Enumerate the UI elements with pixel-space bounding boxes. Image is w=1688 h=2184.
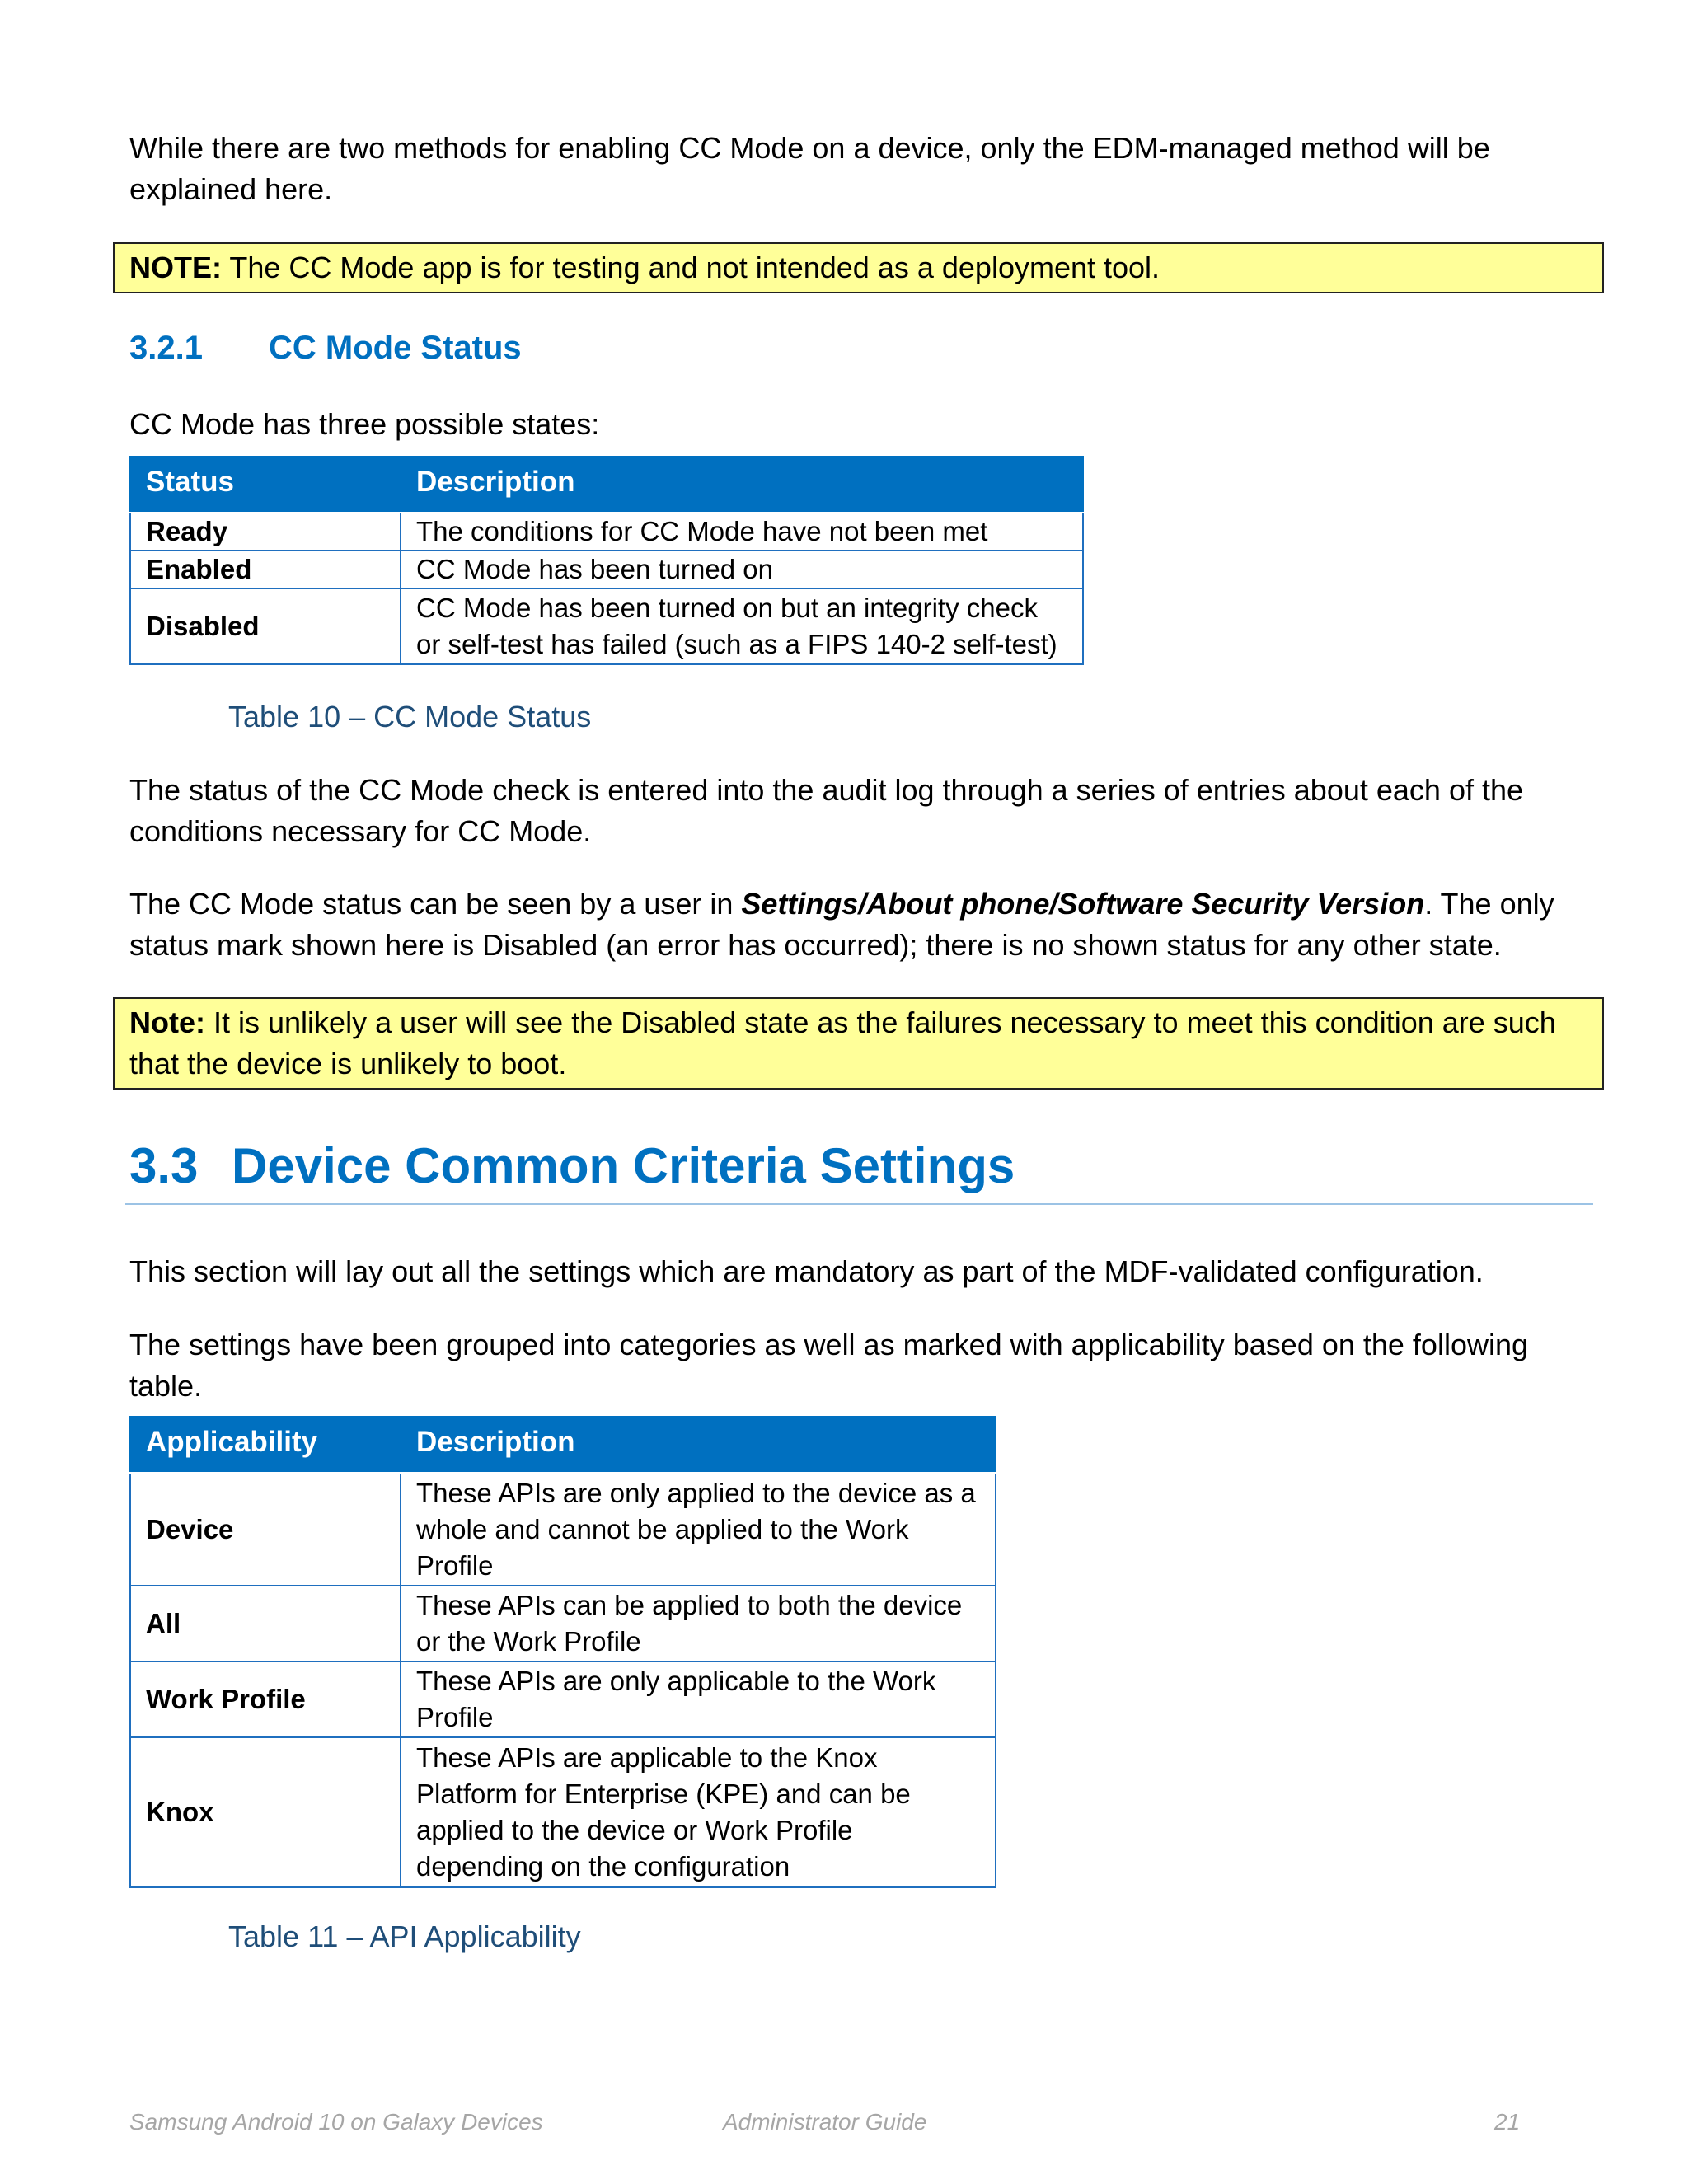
table-row (130, 551, 1083, 588)
note-text: The CC Mode app is for testing and not intended as a deployment tool. (222, 251, 1160, 284)
description-cell: These APIs are only applied to the device as a whole and cannot be applied to the Work Profile (401, 1473, 996, 1586)
applicability-cell: Work Profile (130, 1661, 401, 1737)
description-cell: These APIs are only applicable to the Work Profile (401, 1661, 996, 1737)
table-row (130, 1737, 996, 1887)
footer-page-number: 21 (1494, 2109, 1521, 2135)
table-header-row (130, 1417, 996, 1473)
description-cell: The conditions for CC Mode have not been met (401, 513, 1083, 551)
api-applicability-table (129, 1416, 996, 1888)
note-box-cc-app (113, 242, 1604, 293)
description-cell: CC Mode has been turned on (401, 551, 1083, 588)
table-row (130, 1473, 996, 1586)
table-row (130, 513, 1083, 551)
header-description: Description (401, 457, 1083, 513)
section-title: Device Common Criteria Settings (232, 1138, 1015, 1193)
grouped-paragraph: The settings have been grouped into categories as well as marked with applicability based on the following table. (129, 1328, 1529, 1403)
status-paragraph (129, 883, 1605, 966)
section-number: 3.2.1 (129, 330, 203, 366)
section-heading-3-2-1 (129, 323, 522, 373)
section-paragraph: This section will lay out all the settings which are mandatory as part of the MDF-validated configuration. (129, 1254, 1484, 1288)
header-status: Status (130, 457, 401, 513)
status-cell: Enabled (130, 551, 401, 588)
applicability-cell: Device (130, 1473, 401, 1586)
section-number: 3.3 (129, 1138, 199, 1193)
status-cell: Disabled (130, 588, 401, 664)
status-text-after: . The only status mark shown here is Disabled (an error has occurred); there is no shown status for any other state. (129, 887, 1554, 962)
table-row (130, 1661, 996, 1737)
table-header-row (130, 457, 1083, 513)
header-description: Description (401, 1417, 996, 1473)
applicability-cell: All (130, 1586, 401, 1661)
description-cell: These APIs can be applied to both the device or the Work Profile (401, 1586, 996, 1661)
applicability-cell: Knox (130, 1737, 401, 1887)
note-label: Note: (129, 1005, 205, 1039)
audit-paragraph: The status of the CC Mode check is entered into the audit log through a series of entries about each of the conditions necessary for CC Mode. (129, 773, 1524, 848)
note-text: It is unlikely a user will see the Disabled state as the failures necessary to meet this condition are such that the device is unlikely to boot. (129, 1005, 1556, 1080)
note-label: NOTE: (129, 251, 222, 284)
table-11-caption: Table 11 – API Applicability (228, 1919, 581, 1953)
status-cell: Ready (130, 513, 401, 551)
table-row (130, 588, 1083, 664)
footer-guide-title: Administrator Guide (723, 2109, 927, 2135)
cc-mode-status-table (129, 456, 1084, 665)
section-heading-3-3 (125, 1129, 1593, 1205)
settings-path: Settings/About phone/Software Security Version (741, 887, 1425, 921)
section-title: CC Mode Status (269, 330, 522, 366)
table-10-caption: Table 10 – CC Mode Status (228, 700, 592, 733)
footer-document-title: Samsung Android 10 on Galaxy Devices (129, 2109, 543, 2135)
states-intro: CC Mode has three possible states: (129, 407, 600, 441)
description-cell: CC Mode has been turned on but an integrity check or self-test has failed (such as a FIPS 140-2 self-test) (401, 588, 1083, 664)
description-cell: These APIs are applicable to the Knox Platform for Enterprise (KPE) and can be applied to the device or Work Profile depending on the configuration (401, 1737, 996, 1887)
table-row (130, 1586, 996, 1661)
note-box-disabled-state (113, 997, 1604, 1090)
intro-paragraph: While there are two methods for enabling CC Mode on a device, only the EDM-managed method will be explained here. (129, 131, 1490, 206)
header-applicability: Applicability (130, 1417, 401, 1473)
status-text-before: The CC Mode status can be seen by a user in (129, 887, 742, 921)
